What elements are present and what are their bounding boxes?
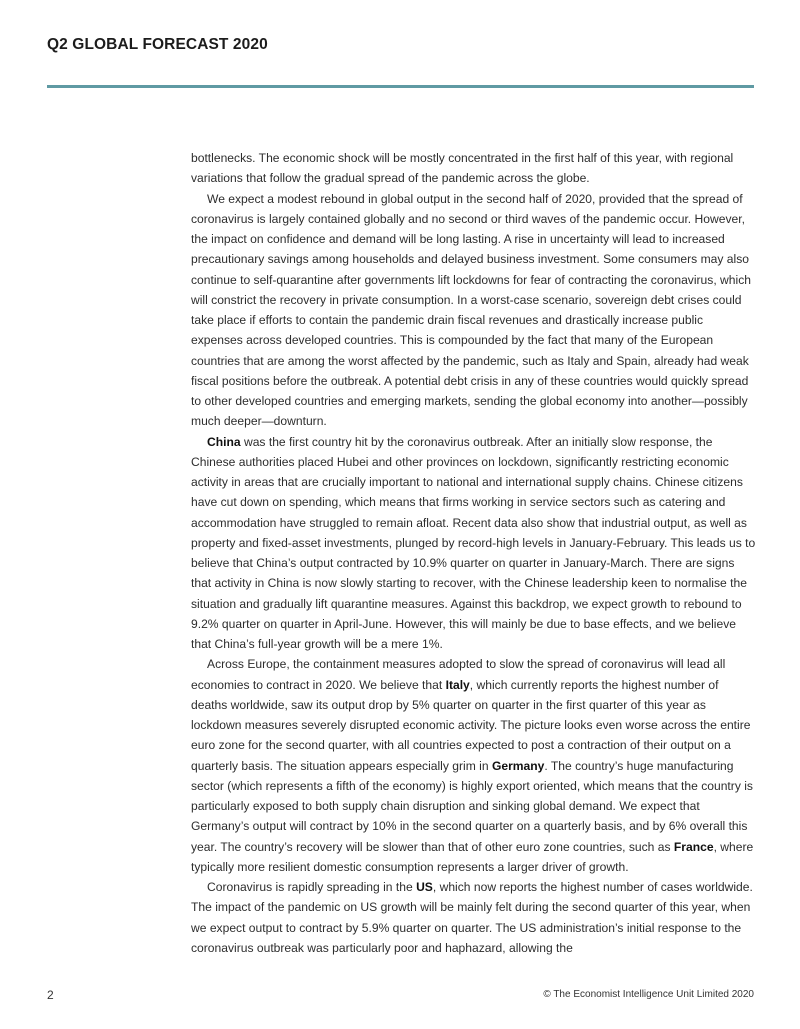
paragraph-text: was the first country hit by the coronavirus outbreak. After an initially slow response, the Chinese authorities placed Hubei and other provinces on lockdown, significantly restricting economic activity in areas that are crucially important to national and international supply chains. Chinese citizens have cut down on spending, which means that firms working in service sectors such as catering and accommodation have struggled to remain afloat. Recent data also show that industrial output, as well as property and fixed-asset investments, plunged by record-high levels in January-February. This leads us to believe that China’s output contracted by 10.9% quarter on quarter in January-March. There are signs that activity in China is now slowly starting to recover, with the Chinese leadership keen to normalise the situation and gradually lift quarantine measures. Against this backdrop, we expect growth to rebound to 9.2% quarter on quarter in April-June. However, this will mainly be due to base effects, and we believe that China’s full-year growth will be a mere 1%. <box>191 434 756 651</box>
paragraph <box>191 432 757 655</box>
paragraph <box>191 654 757 877</box>
paragraph-text: , where typically more resilient domestic consumption represents a larger driver of growth. <box>191 839 754 874</box>
paragraph-text: , which currently reports the highest number of deaths worldwide, saw its output drop by 5% quarter on quarter in the first quarter of this year as lockdown measures severely disrupted economic activity. The picture looks even worse across the entire euro zone for the second quarter, with all countries expected to post a contraction of their output on a quarterly basis. The situation appears especially grim in <box>191 677 751 773</box>
page-number: 2 <box>47 988 54 1002</box>
document-title: Q2 GLOBAL FORECAST 2020 <box>47 36 268 53</box>
paragraph-text: We expect a modest rebound in global output in the second half of 2020, provided that the spread of coronavirus is largely contained globally and no second or third waves of the pandemic occur. However, the impact on confidence and demand will be long lasting. A rise in uncertainty will lead to increased precautionary savings among households and delayed business investment. Some consumers may also continue to self-quarantine after governments lift lockdowns for fear of contracting the coronavirus, which will constrict the recovery in private consumption. In a worst-case scenario, sovereign debt crises could take place if efforts to contain the pandemic drain fiscal revenues and drastically increase public expenses across developed countries. This is compounded by the fact that many of the European countries that are among the worst affected by the pandemic, such as Italy and Spain, already had weak fiscal positions before the outbreak. A potential debt crisis in any of these countries would quickly spread to other developed countries and emerging markets, sending the global economy into another—possibly much deeper—downturn. <box>191 191 751 429</box>
country-highlight: China <box>207 434 241 449</box>
paragraph-text: , which now reports the highest number of cases worldwide. The impact of the pandemic on US growth will be mainly felt during the second quarter of this year, when we expect output to contract by 5.9% quarter on quarter. The US administration’s initial response to the coronavirus outbreak was particularly poor and haphazard, allowing the <box>191 880 753 955</box>
paragraph-text: Across Europe, the containment measures adopted to slow the spread of coronavirus will lead all economies to contract in 2020. We believe that <box>191 657 726 692</box>
country-highlight: Italy <box>445 677 470 692</box>
paragraph <box>191 877 757 958</box>
country-highlight: Germany <box>491 758 545 773</box>
copyright-notice: © The Economist Intelligence Unit Limited 2020 <box>543 989 754 1000</box>
paragraph-text: Coronavirus is rapidly spreading in the <box>207 880 417 894</box>
paragraph <box>191 189 757 432</box>
paragraph-text: . The country’s huge manufacturing sector (which represents a fifth of the economy) is highly export oriented, which means that the country is particularly exposed to both supply chain disruption and sinking global demand. We expect that Germany’s output will contract by 10% in the second quarter on a quarterly basis, and by 6% overall this year. The country’s recovery will be slower than that of other euro zone countries, such as <box>191 758 753 854</box>
article-body <box>191 148 757 958</box>
paragraph <box>191 148 757 189</box>
country-highlight: France <box>673 839 714 854</box>
header-divider <box>47 85 754 88</box>
country-highlight: US <box>416 880 433 894</box>
paragraph-text: bottlenecks. The economic shock will be mostly concentrated in the first half of this year, with regional variations that follow the gradual spread of the pandemic across the globe. <box>191 151 734 186</box>
